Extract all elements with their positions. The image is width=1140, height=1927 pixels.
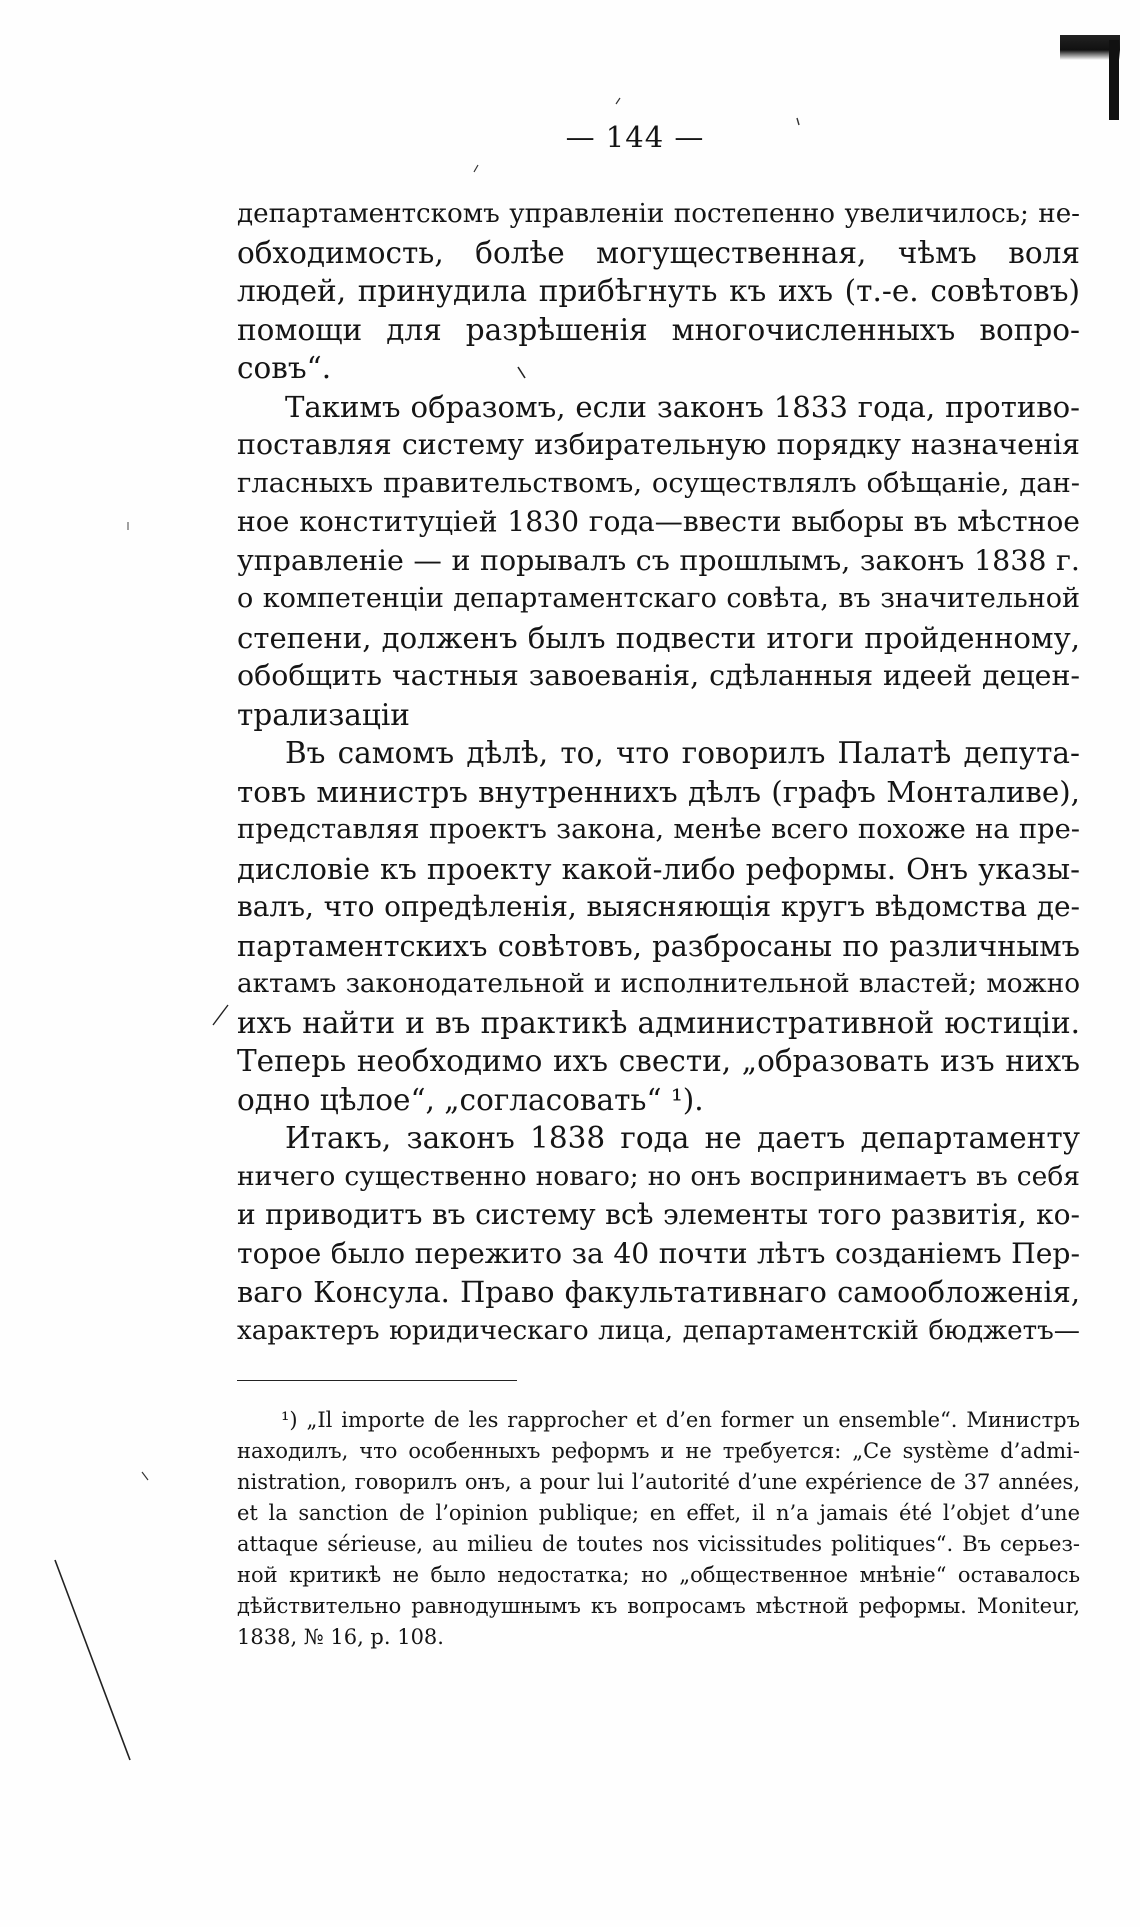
footnote-line: ¹) „Il importe de les rapprocher et d’en former un ensemble“. Министръ: [281, 1408, 1080, 1432]
footnote-line: находилъ, что особенныхъ реформъ и не требуется: „Ce système d’admi-: [237, 1439, 1080, 1463]
text-line: и приводитъ въ систему всѣ элементы того развитія, ко-: [237, 1198, 1080, 1231]
footnote-line: et la sanction de l’opinion publique; en effet, il n’a jamais été l’objet d’une: [237, 1501, 1080, 1525]
text-line: товъ министръ внутреннихъ дѣлъ (графъ Монталиве),: [237, 774, 1080, 809]
paragraph: [237, 734, 1080, 1119]
text-line: ваго Консула. Право факультативнаго самообложенія,: [237, 1275, 1080, 1309]
text-line: Такимъ образомъ, если законъ 1833 года, противо-: [285, 389, 1080, 424]
text-line: Итакъ, законъ 1838 года не даетъ департаменту: [285, 1121, 1080, 1155]
text-line: департаментскомъ управленіи постепенно увеличилось; не-: [237, 199, 1080, 229]
text-line: о компетенціи департаментскаго совѣта, въ значительной: [237, 583, 1080, 614]
text-line: Въ самомъ дѣлѣ, то, что говорилъ Палатѣ депута-: [285, 736, 1080, 770]
text-line: обходимость, болѣе могущественная, чѣмъ воля: [237, 235, 1080, 270]
body-text: [237, 195, 1080, 1350]
text-line: степени, долженъ былъ подвести итоги пройденному,: [237, 620, 1080, 655]
paragraph: [237, 1119, 1080, 1350]
text-line: обобщить частныя завоеванія, сдѣланныя идеей децен-: [237, 659, 1080, 692]
text-line: людей, принудила прибѣгнуть къ ихъ (т.-е. совѣтовъ): [237, 274, 1080, 308]
margin-stroke: [213, 1005, 228, 1025]
text-line: поставляя систему избирательную порядку назначенія: [237, 428, 1080, 461]
footnote-line: nistration, говорилъ онъ, a pour lui l’autorité d’une expérience de 37 années,: [237, 1470, 1080, 1494]
speck: [474, 165, 478, 172]
text-line: ничего существенно новаго; но онъ воспринимаетъ въ себя: [237, 1160, 1080, 1192]
footnote-line: ной критикѣ не было недостатка; но „общественное мнѣніе“ оставалось: [237, 1563, 1080, 1587]
text-line: ное конституціей 1830 года—ввести выборы въ мѣстное: [237, 505, 1080, 538]
text-line: торое было пережито за 40 почти лѣтъ созданіемъ Пер-: [237, 1236, 1080, 1270]
speck: [142, 1472, 148, 1480]
margin-stroke: [55, 1560, 130, 1760]
text-line: помощи для разрѣшенія многочисленныхъ вопро-: [237, 312, 1080, 347]
text-line: представляя проектъ закона, менѣе всего похоже на пре-: [237, 814, 1080, 845]
footnote: [237, 1405, 1080, 1653]
text-line: Теперь необходимо ихъ свести, „образовать изъ нихъ: [237, 1044, 1080, 1078]
page-edge-mark: [1109, 40, 1119, 120]
text-line: управленіе — и порывалъ съ прошлымъ, законъ 1838 г.: [237, 543, 1080, 577]
page-number: — 144 —: [565, 120, 705, 154]
text-line: актамъ законодательной и исполнительной властей; можно: [237, 969, 1080, 999]
text-line: совъ“.: [237, 351, 332, 385]
text-line: характеръ юридическаго лица, департаментскій бюджетъ—: [237, 1315, 1080, 1346]
paragraph: [237, 195, 1080, 388]
text-line: валъ, что опредѣленія, выясняющія кругъ вѣдомства де-: [237, 890, 1080, 923]
footnote-rule: [237, 1380, 517, 1381]
text-line: ихъ найти и въ практикѣ административной юстиціи.: [237, 1005, 1080, 1040]
text-line: партаментскихъ совѣтовъ, разбросаны по различнымъ: [237, 928, 1080, 963]
paragraph: [237, 388, 1080, 735]
text-line: дисловіе къ проекту какой-либо реформы. Онъ указы-: [237, 851, 1080, 886]
footnote-line: дѣйствительно равнодушнымъ къ вопросамъ мѣстной реформы. Moniteur,: [237, 1594, 1080, 1618]
text-line: гласныхъ правительствомъ, осуществлялъ обѣщаніе, дан-: [237, 467, 1080, 499]
footnote-line: 1838, № 16, p. 108.: [237, 1625, 444, 1649]
text-line: одно цѣлое“, „согласовать“ ¹).: [237, 1082, 704, 1117]
speck: [616, 98, 620, 104]
footnote-line: attaque sérieuse, au milieu de toutes nos vicissitudes politiques“. Въ серьез-: [237, 1532, 1080, 1556]
text-line: трализаціи: [237, 697, 410, 732]
